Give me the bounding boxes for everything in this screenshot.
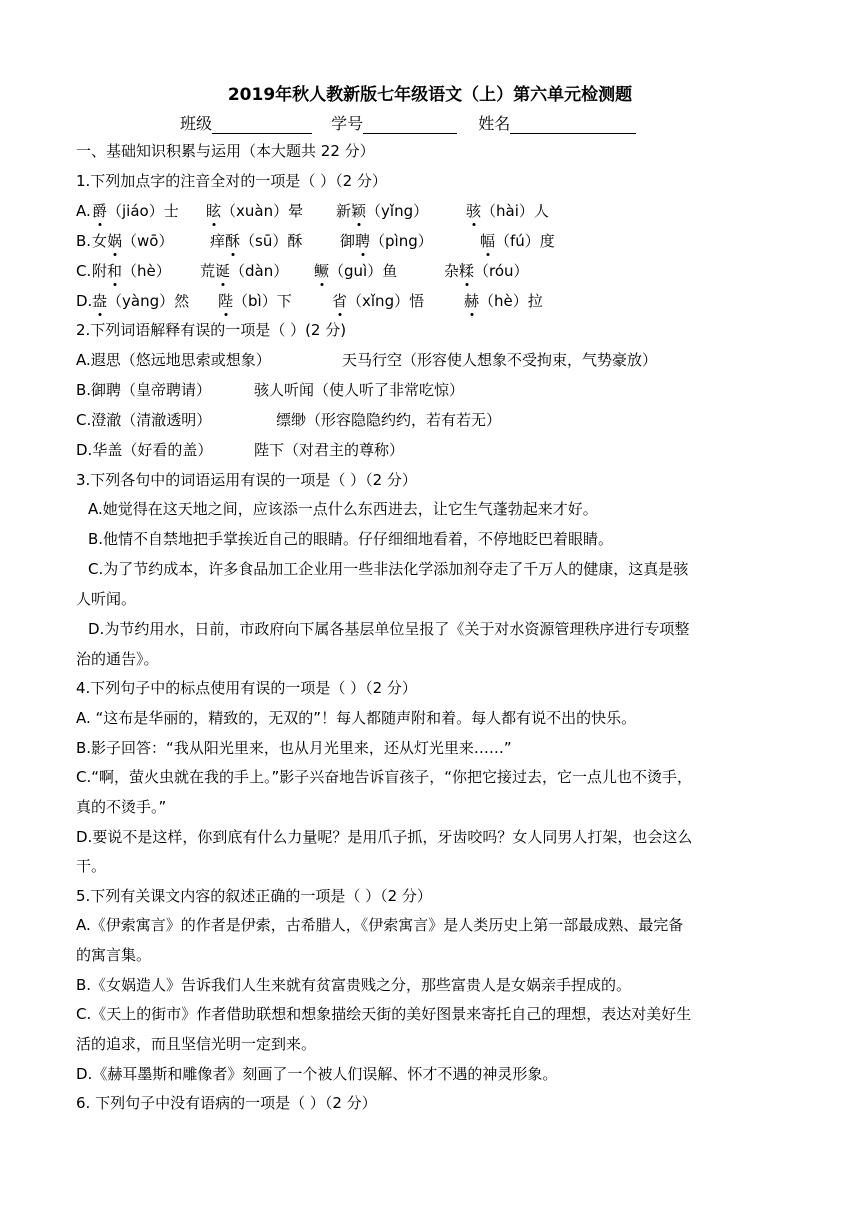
question-5-option-d: D.《赫耳墨斯和雕像者》刻画了一个被人们误解、怀才不遇的神灵形象。 xyxy=(76,1065,558,1083)
name-field[interactable] xyxy=(510,115,636,134)
question-3-option-b: B.他情不自禁地把手掌挨近自己的眼睛。仔仔细细地看着，不停地眨巴着眼睛。 xyxy=(88,530,614,548)
dotted-char: 幅 xyxy=(480,232,496,250)
dotted-char: 诞 xyxy=(215,262,231,280)
option-text: （xǐng）悟 xyxy=(347,292,425,310)
question-4-option-b: B.影子回答：“我从阳光里来，也从月光里来，还从灯光里来……” xyxy=(76,739,512,757)
option-letter: A. xyxy=(76,202,91,220)
question-6-stem: 6. 下列句子中没有语病的一项是（ ）（2 分） xyxy=(76,1094,377,1112)
option-letter: B. xyxy=(76,232,92,250)
option-text: （róu） xyxy=(474,262,529,280)
dotted-char: 酥 xyxy=(225,232,241,250)
question-5-stem: 5.下列有关课文内容的叙述正确的一项是（ ）（2 分） xyxy=(76,887,432,905)
option-text: 新 xyxy=(336,202,352,220)
dotted-char: 鳜 xyxy=(314,262,330,280)
dotted-char: 和 xyxy=(107,262,123,280)
option-text: C.澄澈（清澈透明） xyxy=(76,411,212,429)
number-field[interactable] xyxy=(363,115,457,134)
dotted-char: 爵 xyxy=(92,202,108,220)
question-4-option-c-cont: 真的不烫手。” xyxy=(76,798,167,816)
section-heading: 一、基础知识积累与运用（本大题共 22 分） xyxy=(76,142,375,160)
option-text: （hài）人 xyxy=(481,202,549,220)
option-letter: D. xyxy=(76,292,93,310)
question-5-option-c: C.《天上的街市》作者借助联想和想象描绘天街的美好图景来寄托自己的理想，表达对美好生 xyxy=(76,1005,692,1023)
class-field[interactable] xyxy=(212,115,312,134)
option-text: 缥缈（形容隐隐约约，若有若无） xyxy=(276,411,502,429)
option-text: （hè） xyxy=(122,262,171,280)
question-5-option-a: A.《伊索寓言》的作者是伊索，古希腊人，《伊索寓言》是人类历史上第一部最成熟、最完备 xyxy=(76,916,684,934)
option-text: （sū）酥 xyxy=(240,232,303,250)
dotted-char: 陛 xyxy=(218,292,234,310)
name-label: 姓名 xyxy=(478,114,511,133)
option-text: 杂 xyxy=(444,262,460,280)
question-1-stem: 1.下列加点字的注音全对的一项是（ ）（2 分） xyxy=(76,172,387,190)
question-2-option-a xyxy=(76,350,658,370)
option-text: A.遐思（悠远地思索或想象） xyxy=(76,351,271,369)
option-text: （wō） xyxy=(122,232,174,250)
option-text: D.华盖（好看的盖） xyxy=(76,441,213,459)
question-3-option-a: A.她觉得在这天地之间，应该添一点什么东西进去，让它生气蓬勃起来才好。 xyxy=(88,500,598,518)
question-1-option-c xyxy=(76,261,529,281)
option-text: （dàn） xyxy=(230,262,289,280)
number-label: 学号 xyxy=(331,114,364,133)
question-1-option-b xyxy=(76,231,555,251)
question-3-stem: 3.下列各句中的词语运用有误的一项是（ ）（2 分） xyxy=(76,471,417,489)
option-text: （pìng） xyxy=(370,232,433,250)
class-label: 班级 xyxy=(180,114,213,133)
option-text: （fú）度 xyxy=(495,232,555,250)
dotted-char: 眩 xyxy=(206,202,222,220)
option-text: （jiáo）士 xyxy=(107,202,179,220)
dotted-char: 娲 xyxy=(107,232,123,250)
option-text: 天马行空（形容使人想象不受拘束，气势豪放） xyxy=(342,351,658,369)
option-text: （yǐng） xyxy=(366,202,429,220)
option-text: （xuàn）晕 xyxy=(221,202,304,220)
question-5-option-b: B.《女娲造人》告诉我们人生来就有贫富贵贱之分，那些富贵人是女娲亲手捏成的。 xyxy=(76,976,632,994)
question-2-option-d xyxy=(76,440,405,460)
dotted-char: 颖 xyxy=(351,202,367,220)
question-4-option-a: A. “这布是华丽的，精致的，无双的”！每人都随声附和着。每人都有说不出的快乐。 xyxy=(76,709,637,727)
question-4-option-c: C.“啊，萤火虫就在我的手上。”影子兴奋地告诉盲孩子，“你把它接过去，它一点儿也不烫手， xyxy=(76,768,693,786)
question-2-stem: 2.下列词语解释有误的一项是（ ）(2 分) xyxy=(76,321,347,339)
question-4-stem: 4.下列句子中的标点使用有误的一项是（ ）（2 分） xyxy=(76,679,417,697)
option-text: 痒 xyxy=(210,232,226,250)
question-1-option-a xyxy=(76,201,549,221)
option-text: 骇人听闻（使人听了非常吃惊） xyxy=(254,381,465,399)
question-4-option-d-cont: 干。 xyxy=(76,857,107,875)
page-title: 2019年秋人教新版七年级语文（上）第六单元检测题 xyxy=(227,85,633,105)
question-5-option-a-cont: 的寓言集。 xyxy=(76,946,152,964)
option-text: 陛下（对君主的尊称） xyxy=(254,441,405,459)
question-2-option-c xyxy=(76,410,502,430)
option-text: B.御聘（皇帝聘请） xyxy=(76,381,212,399)
dotted-char: 糅 xyxy=(459,262,475,280)
question-3-option-c-cont: 人听闻。 xyxy=(76,590,137,608)
option-text: 御 xyxy=(340,232,356,250)
option-text: （hè）拉 xyxy=(479,292,543,310)
student-info-line xyxy=(180,111,650,134)
dotted-char: 聘 xyxy=(355,232,371,250)
option-text: 女 xyxy=(92,232,108,250)
question-3-option-c: C.为了节约成本，许多食品加工企业用一些非法化学添加剂夺走了千万人的健康，这真是骇 xyxy=(88,560,689,578)
option-text: 附 xyxy=(92,262,108,280)
option-text: 荒 xyxy=(200,262,216,280)
option-text: （guì）鱼 xyxy=(329,262,398,280)
question-3-option-d-cont: 治的通告》。 xyxy=(76,650,159,668)
option-text: （bì）下 xyxy=(233,292,292,310)
question-2-option-b xyxy=(76,380,465,400)
dotted-char: 骇 xyxy=(466,202,482,220)
question-5-option-c-cont: 活的追求，而且坚信光明一定到来。 xyxy=(76,1035,317,1053)
dotted-char: 省 xyxy=(332,292,348,310)
dotted-char: 赫 xyxy=(464,292,480,310)
question-3-option-d: D.为节约用水，日前，市政府向下属各基层单位呈报了《关于对水资源管理秩序进行专项整 xyxy=(88,620,690,638)
dotted-char: 盎 xyxy=(92,292,108,310)
question-4-option-d: D.要说不是这样，你到底有什么力量呢？是用爪子抓，牙齿咬吗？女人同男人打架，也会这么 xyxy=(76,828,693,846)
question-1-option-d xyxy=(76,291,543,311)
option-text: （yàng）然 xyxy=(107,292,190,310)
option-letter: C. xyxy=(76,262,92,280)
